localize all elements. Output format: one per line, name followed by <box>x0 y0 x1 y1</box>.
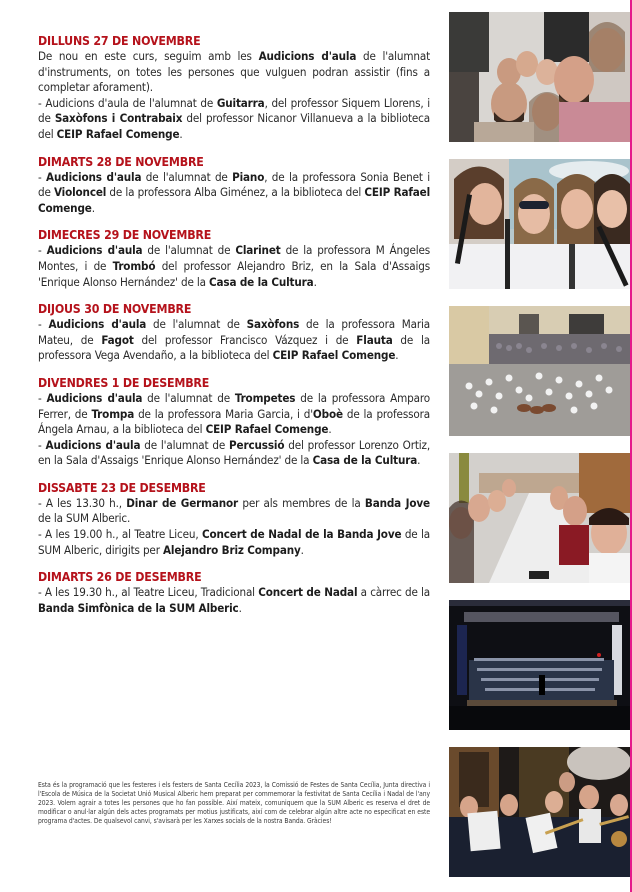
text-segment: de l'alumnat de <box>142 390 235 405</box>
highlight-text: Casa de la Cultura <box>312 453 418 468</box>
highlight-text: Flauta <box>356 332 393 347</box>
day-title: DILLUNS 27 DE NOVEMBRE <box>38 34 201 48</box>
highlight-text: Trombó <box>112 258 156 273</box>
event-description <box>38 496 430 527</box>
highlight-text: Audicions d'aula <box>45 437 141 452</box>
highlight-text: Guitarra <box>216 95 265 110</box>
text-segment: a càrrec de la <box>357 585 430 600</box>
event-description <box>38 170 430 217</box>
highlight-text: Audicions d'aula <box>46 390 143 405</box>
highlight-text: Dinar de Germanor <box>126 495 239 510</box>
schedule-day <box>38 302 430 364</box>
text-segment: . <box>238 600 242 615</box>
text-segment: - <box>38 317 49 332</box>
text-segment: del professor Francisco Vázquez i de <box>133 332 357 347</box>
text-segment: del professor Nicanor Villanueva a la biblioteca del <box>38 111 430 141</box>
text-segment: - <box>38 169 47 184</box>
text-segment: de l'alumnat d'instruments, on totes les persones que vulguen podran assistir (fins a completar aforament). <box>38 49 431 95</box>
highlight-text: Trompa <box>91 406 135 421</box>
text-segment: . <box>91 200 95 215</box>
text-segment: de la professora Maria Garcia, i d' <box>134 406 313 421</box>
event-description <box>38 96 430 143</box>
schedule-day <box>38 34 430 143</box>
day-title: DIVENDRES 1 DE DESEMBRE <box>38 375 210 390</box>
day-title: DIJOUS 30 DE NOVEMBRE <box>38 302 192 317</box>
schedule-day <box>38 376 430 469</box>
event-description <box>38 317 430 364</box>
text-segment: de la professora Alba Giménez, a la biblioteca del <box>106 185 365 200</box>
event-description <box>38 527 430 558</box>
highlight-text: CEIP Rafael Comenge <box>38 185 431 215</box>
text-segment: per als membres de la <box>238 495 365 510</box>
highlight-text: Audicions d'aula <box>258 49 357 63</box>
schedule-day <box>38 155 430 217</box>
photo-dinner-table <box>449 453 630 583</box>
event-description <box>38 391 430 438</box>
event-description <box>38 243 430 290</box>
highlight-text: Piano <box>232 169 265 184</box>
text-segment: De nou en este curs, seguim amb les <box>38 49 259 63</box>
highlight-text: Concert de Nadal de la Banda Jove <box>201 527 402 542</box>
text-segment: de la professora M Ángeles Montes, i de <box>38 243 431 273</box>
day-title: DIMARTS 28 DE NOVEMBRE <box>38 154 204 169</box>
photo-theatre-symphonic-band <box>449 600 630 730</box>
highlight-text: Casa de la Cultura <box>209 274 314 289</box>
text-segment: - <box>38 437 46 452</box>
highlight-text: Audicions d'aula <box>48 317 147 332</box>
day-title: DIMECRES 29 DE NOVEMBRE <box>38 228 212 243</box>
text-segment: de la SUM Alberic. <box>38 511 131 526</box>
footer-note: Esta és la programació que les festeres i els festers de Santa Cecília 2023, la Comissió de Festes de Santa Cecília, Junta directiva i l'Escola de Música de la Societat Unió Musical Alberic hem preparat per commemorar la festivitat de Santa Cecília i Nadal de l'any 2023. Volem agrair a totes les persones que ho fan possible. Així mateix, comuniquem que la SUM Alberic es reserva el dret de modificar o anul·lar algún dels actes programats per motius justificats, així com de celebrar algún altre acte no especificat en este programa d'actes. De qualsevol canvi, s'avisarà per les Xarxes socials de la nostra Banda. Gràcies! <box>38 781 430 826</box>
text-segment: . <box>395 348 399 363</box>
text-segment: , del professor Siquem Llorens, i de <box>38 95 430 126</box>
photo-clarinet-students <box>449 159 630 289</box>
highlight-text: Oboè <box>312 406 343 421</box>
highlight-text: Audicions d'aula <box>46 169 142 184</box>
schedule <box>38 34 430 628</box>
text-segment: del professor Lorenzo Ortiz, en la Sala d'Assaigs 'Enrique Alonso Hernández' de la <box>38 437 430 468</box>
event-description <box>38 585 430 616</box>
highlight-text: CEIP Rafael Comenge <box>272 348 396 363</box>
text-segment: . <box>179 126 183 141</box>
highlight-text: Concert de Nadal <box>258 585 358 600</box>
text-segment: . <box>313 274 317 289</box>
highlight-text: CEIP Rafael Comenge <box>56 126 180 141</box>
text-segment: . <box>417 453 421 468</box>
highlight-text: Banda Jove <box>364 495 430 510</box>
highlight-text: Banda Simfònica de la SUM Alberic <box>38 600 239 615</box>
text-segment: del professor Alejandro Briz, en la Sala d'Assaigs 'Enrique Alonso Hernández' de la <box>38 258 430 289</box>
text-segment: de l'alumnat de <box>141 169 233 184</box>
highlight-text: Audicions d'aula <box>46 243 143 258</box>
text-segment: - <box>38 243 47 258</box>
highlight-text: Violoncel <box>53 185 107 200</box>
text-segment: , de la professora Sonia Benet i de <box>38 169 431 200</box>
text-segment: de la professora Amparo Ferrer, de <box>38 390 431 421</box>
text-segment: - A les 19.30 h., al Teatre Liceu, Tradicional <box>38 585 259 600</box>
highlight-text: Percussió <box>229 437 285 452</box>
text-segment: - <box>38 390 47 405</box>
text-segment: de l'alumnat de <box>140 437 230 452</box>
text-segment: . <box>328 422 332 437</box>
text-segment: de la professora Vega Avendaño, a la biblioteca del <box>38 332 430 363</box>
highlight-text: Fagot <box>101 332 134 347</box>
photo-outdoor-band-concert <box>449 306 630 436</box>
schedule-day <box>38 481 430 558</box>
highlight-text: CEIP Rafael Comenge <box>205 422 329 437</box>
highlight-text: Alejandro Briz Company <box>163 542 301 557</box>
event-description <box>38 438 430 469</box>
photo-trumpet-players <box>449 747 630 877</box>
schedule-day <box>38 228 430 290</box>
highlight-text: Saxòfons i Contrabaix <box>54 111 183 126</box>
text-segment: de la professora Maria Mateu, de <box>38 317 430 347</box>
text-segment: - A les 19.00 h., al Teatre Liceu, <box>38 527 202 542</box>
text-segment: - Audicions d'aula de l'alumnat de <box>38 95 217 110</box>
day-title: DISSABTE 23 DE DESEMBRE <box>38 480 206 495</box>
photo-group-selfie <box>449 12 630 142</box>
text-segment: de l'alumnat de <box>142 243 236 258</box>
text-segment: de la professora Ángela Arnau, a la biblioteca del <box>38 406 430 437</box>
schedule-day <box>38 570 430 616</box>
text-segment: de la SUM Alberic, dirigits per <box>38 527 430 557</box>
text-segment: de l'alumnat de <box>146 317 247 332</box>
day-title: DIMARTS 26 DE DESEMBRE <box>38 570 202 585</box>
highlight-text: Saxòfons <box>246 317 300 332</box>
highlight-text: Clarinet <box>235 243 281 258</box>
event-description <box>38 49 430 96</box>
text-segment: - A les 13.30 h., <box>38 495 127 510</box>
text-segment: . <box>300 542 304 557</box>
highlight-text: Trompetes <box>234 390 296 405</box>
